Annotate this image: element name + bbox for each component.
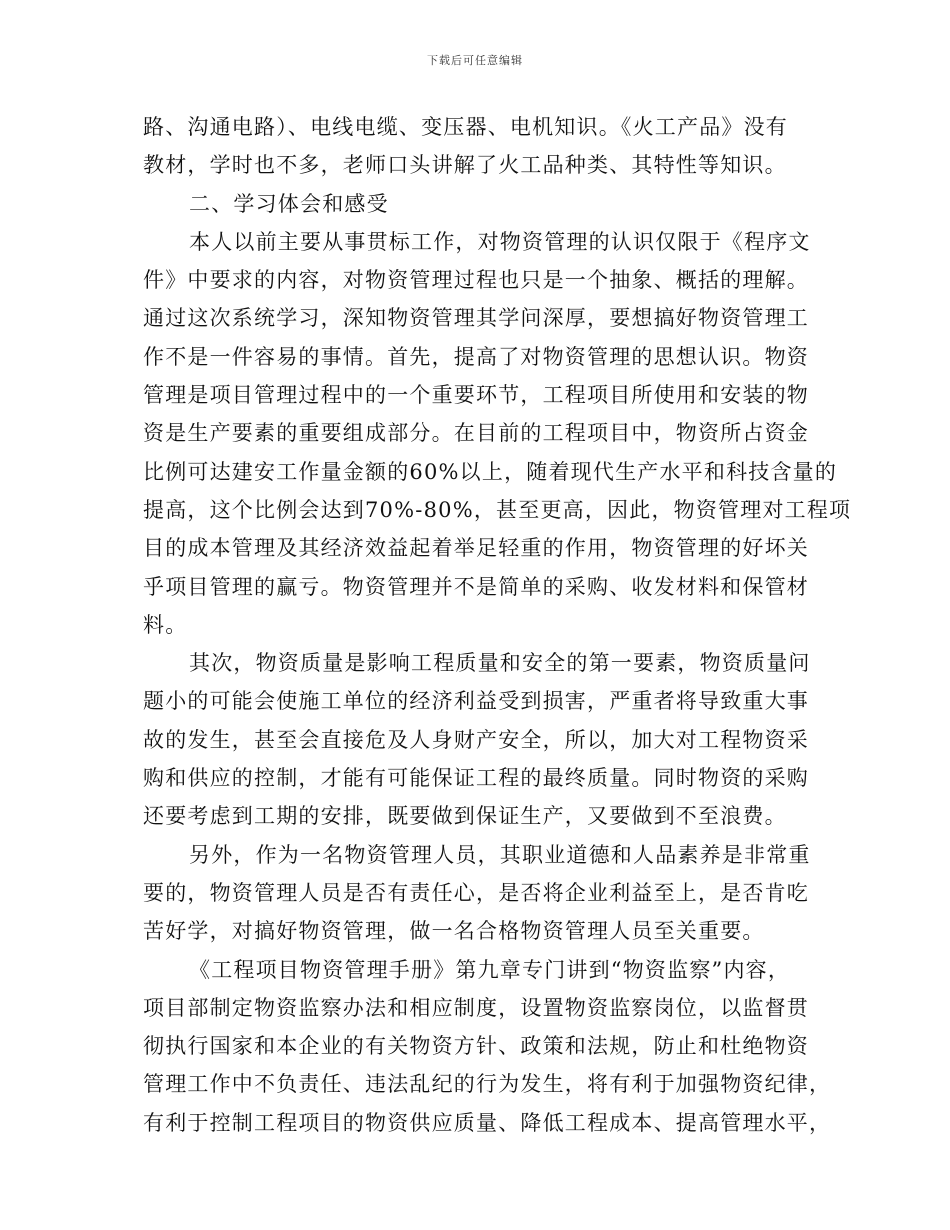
document-body: [143, 108, 852, 1142]
text-line: 彻执行国家和本企业的有关物资方针、政策和法规，防止和杜绝物资: [143, 1034, 809, 1059]
text-line: 本人以前主要从事贯标工作，对物资管理的认识仅限于《程序文: [189, 229, 811, 254]
text-line: 项目部制定物资监察办法和相应制度，设置物资监察岗位，以监督贯: [143, 995, 809, 1020]
text-line: 提高，这个比例会达到70%-80%，甚至更高，因此，物资管理对工程项: [143, 497, 852, 522]
text-line: 资是生产要素的重要组成部分。在目前的工程项目中，物资所占资金: [143, 421, 809, 446]
text-line: 料。: [143, 612, 188, 637]
text-line: 苦好学，对搞好物资管理，做一名合格物资管理人员至关重要。: [143, 919, 765, 944]
text-line: 二、学习体会和感受: [189, 191, 389, 216]
text-line: 有利于控制工程项目的物资供应质量、降低工程成本、提高管理水平，: [143, 1110, 832, 1135]
text-line: 通过这次系统学习，深知物资管理其学问深厚，要想搞好物资管理工: [143, 306, 809, 331]
text-line: 路、沟通电路）、电线电缆、变压器、电机知识。《火工产品》没有: [143, 115, 788, 139]
text-line: 《工程项目物资管理手册》第九章专门讲到“物资监察”内容，: [189, 957, 791, 982]
text-line: 要的，物资管理人员是否有责任心，是否将企业利益至上，是否肯吃: [143, 880, 809, 905]
text-line: 目的成本管理及其经济效益起着举足轻重的作用，物资管理的好坏关: [143, 536, 809, 561]
text-line: 其次，物资质量是影响工程质量和安全的第一要素，物资质量问: [189, 651, 811, 676]
text-line: 管理是项目管理过程中的一个重要环节，工程项目所使用和安装的物: [143, 383, 809, 408]
text-line: 管理工作中不负责任、违法乱纪的行为发生，将有利于加强物资纪律，: [143, 1072, 832, 1097]
text-line: 乎项目管理的赢亏。物资管理并不是简单的采购、收发材料和保管材: [143, 574, 809, 599]
text-line: 购和供应的控制，才能有可能保证工程的最终质量。同时物资的采购: [143, 766, 809, 791]
text-line: 作不是一件容易的事情。首先，提高了对物资管理的思想认识。物资: [143, 344, 809, 369]
text-line: 题小的可能会使施工单位的经济利益受到损害，严重者将导致重大事: [143, 689, 809, 714]
text-line: 教材，学时也不多，老师口头讲解了火工品种类、其特性等知识。: [143, 153, 787, 178]
text-line: 比例可达建安工作量金额的60%以上，随着现代生产水平和科技含量的: [143, 459, 838, 484]
text-line: 另外，作为一名物资管理人员，其职业道德和人品素养是非常重: [189, 842, 811, 867]
text-line: 还要考虑到工期的安排，既要做到保证生产，又要做到不至浪费。: [143, 804, 787, 829]
page-header: 下载后可任意编辑: [427, 54, 523, 67]
text-line: 故的发生，甚至会直接危及人身财产安全，所以，加大对工程物资采: [143, 727, 809, 752]
text-line: 件》中要求的内容，对物资管理过程也只是一个抽象、概括的理解。: [143, 268, 809, 293]
